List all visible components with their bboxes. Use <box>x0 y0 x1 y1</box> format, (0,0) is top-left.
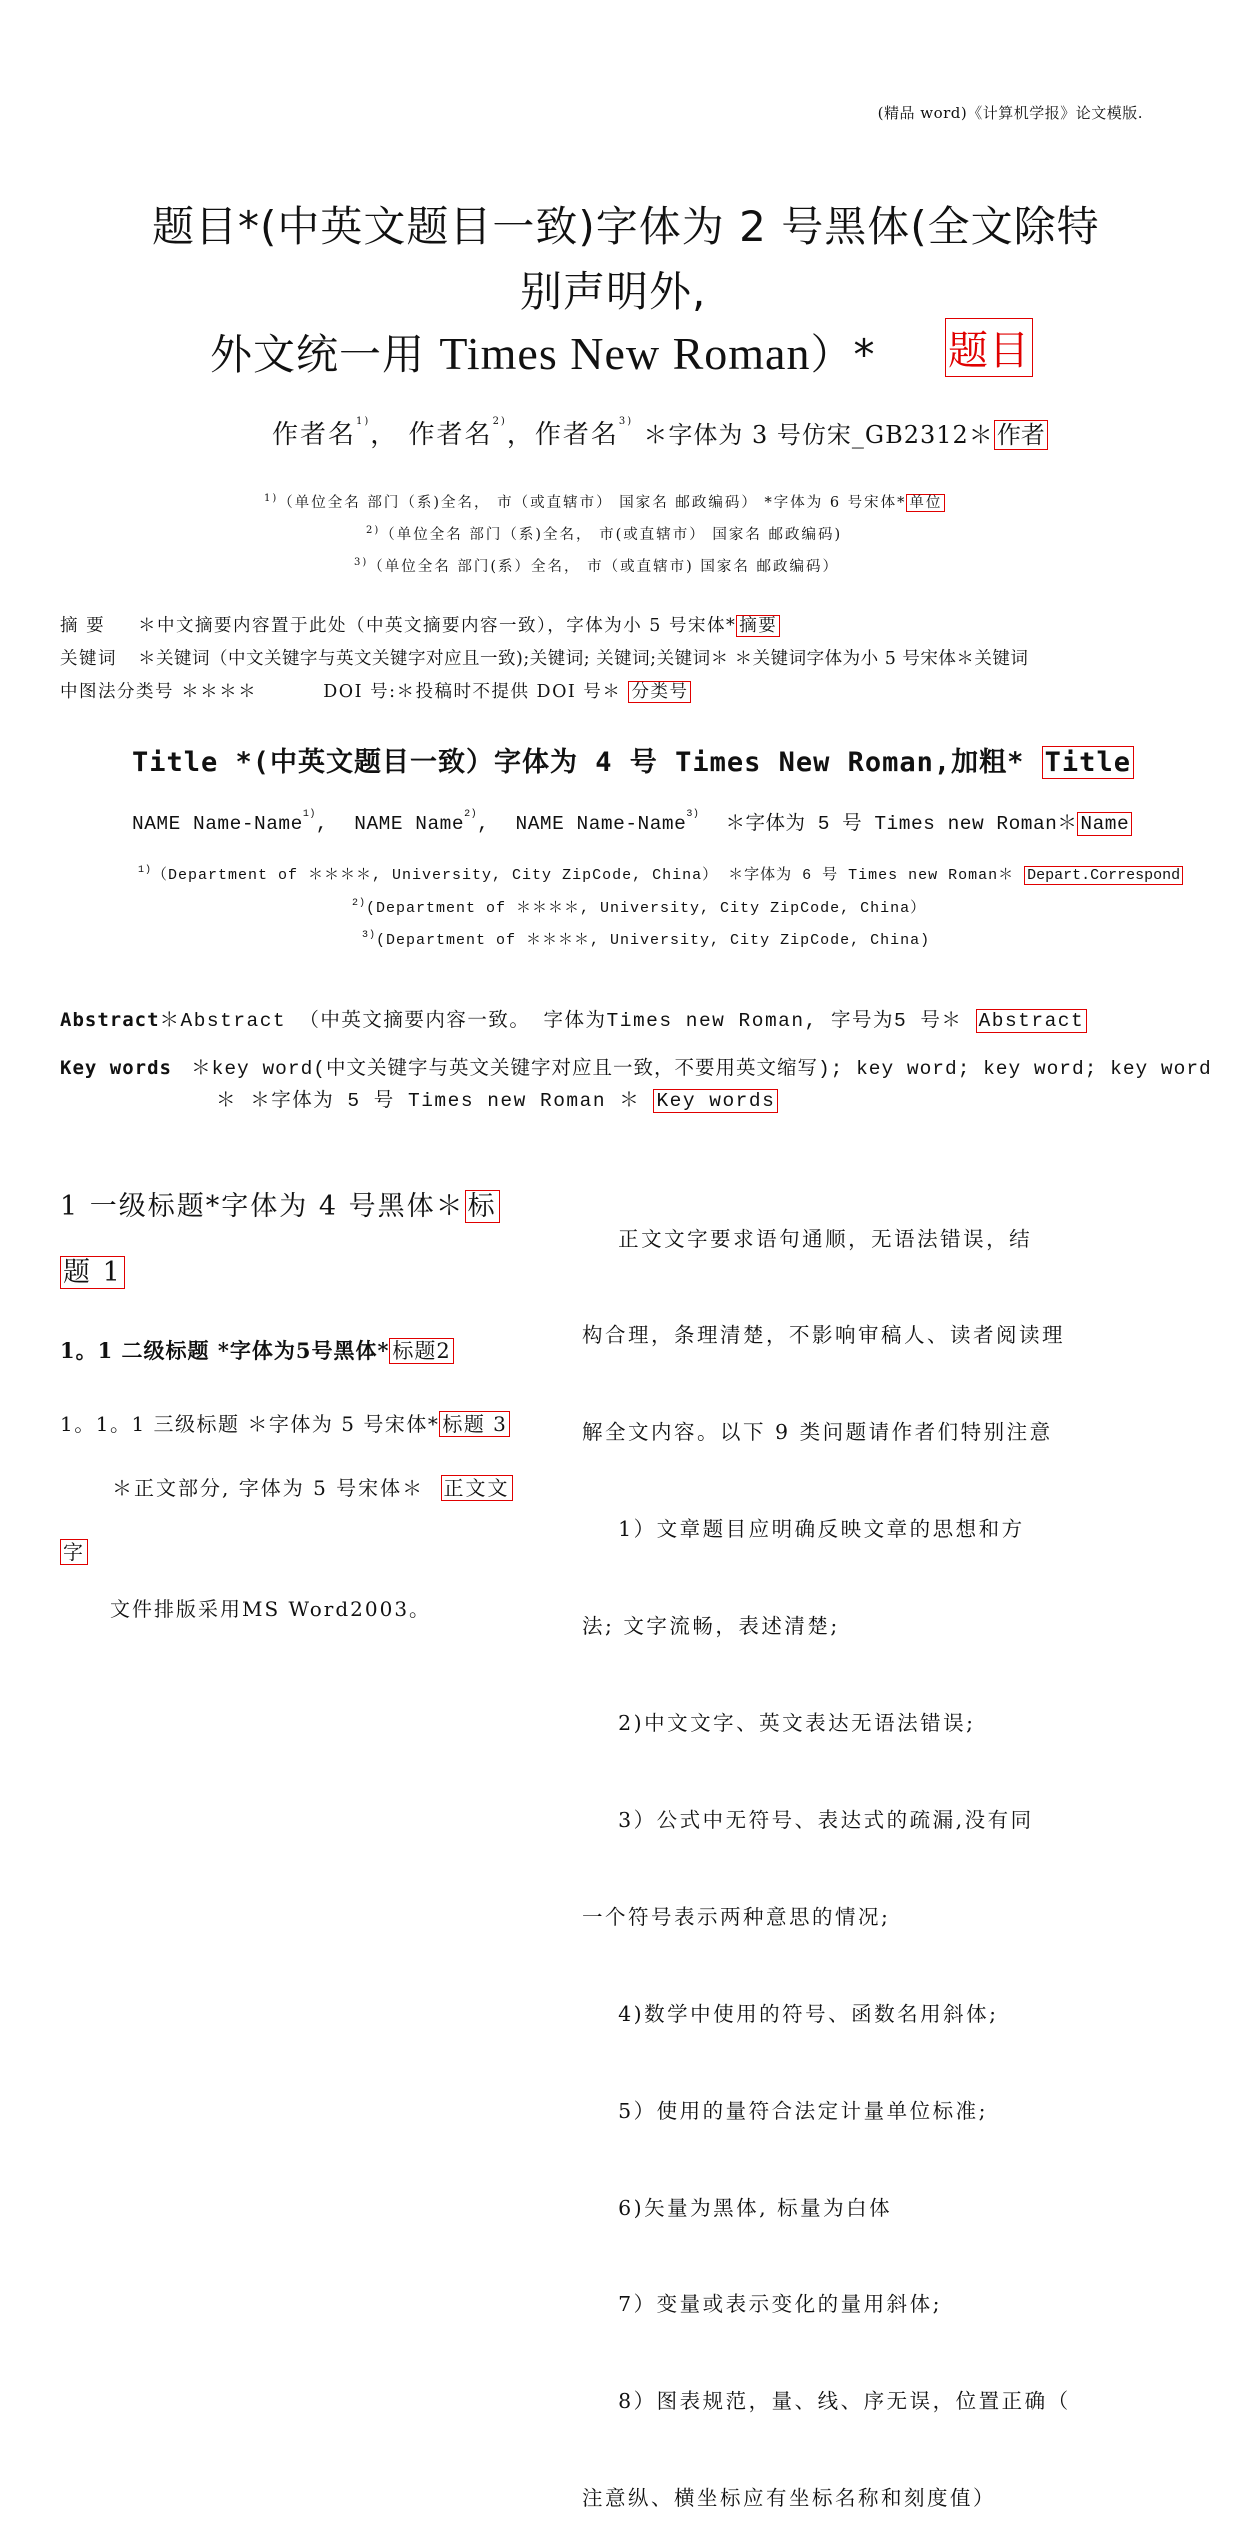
body-line: 4)数学中使用的符号、函数名用斜体; <box>582 2001 999 2026</box>
heading-1 <box>60 1184 500 1223</box>
body-font-note <box>112 1472 513 1501</box>
abstract-en-text: ＊Abstract （中英文摘要内容一致。 字体为Times new Roman, 字号为5 号＊ <box>159 1010 963 1032</box>
doi-note: DOI 号:＊投稿时不提供 DOI 号＊ <box>323 682 622 702</box>
en-author-1-sup: 1) <box>302 809 316 820</box>
classification <box>60 678 691 703</box>
title-line-3 <box>210 322 875 382</box>
title-line-2: 别声明外, <box>520 267 707 316</box>
english-title <box>132 740 1134 779</box>
english-title-tag: Title <box>1042 746 1134 779</box>
body-line: 正文文字要求语句通顺，无语法错误，结 <box>582 1226 1033 1251</box>
author-1-sup: 1) <box>356 416 371 427</box>
keywords-en-line-1 <box>60 1052 1212 1080</box>
keywords-cn-label: 关键词 <box>60 649 117 669</box>
body-line: 1）文章题目应明确反映文章的思想和方 <box>582 1517 1025 1542</box>
title-line-1: 题目*(中英文题目一致)字体为 2 号黑体(全文除特 <box>152 202 1100 251</box>
body-line: 构合理，条理清楚，不影响审稿人、读者阅读理 <box>582 1323 1065 1348</box>
en-affiliation-1-text: （Department of ＊＊＊＊, University, City ZipCode, China） ＊字体为 6 号 Times new Roman＊ <box>152 867 1015 884</box>
abstract-cn <box>60 612 780 637</box>
affiliation-tag: 单位 <box>906 494 945 512</box>
body-font-tag-b <box>60 1536 88 1565</box>
en-affiliation-2-sup: 2) <box>352 898 367 909</box>
abstract-cn-tag: 摘要 <box>736 615 780 637</box>
en-author-font-note: ＊字体为 5 号 Times new Roman＊ <box>725 813 1078 835</box>
keywords-cn <box>60 645 1028 670</box>
keywords-en-tag: Key words <box>653 1089 778 1113</box>
en-affiliation-tag: Depart.Correspond <box>1024 866 1183 885</box>
en-affiliation-2-text: (Department of ＊＊＊＊, University, City ZipCode, China） <box>366 900 927 917</box>
affiliation-1-sup: 1) <box>264 493 279 504</box>
body-font-note-text: ＊正文部分, 字体为 5 号宋体＊ <box>112 1476 425 1500</box>
author-sep-1: ， <box>370 420 409 450</box>
author-line <box>272 414 1048 451</box>
heading-1-tag-b-box: 题 1 <box>60 1256 125 1289</box>
classification-label: 中图法分类号 <box>60 682 174 702</box>
abstract-en <box>60 1004 1087 1032</box>
affiliation-1-text: （单位全名 部门（系)全名， 市（或直辖市） 国家名 邮政编码） *字体为 6 号宋体* <box>278 495 907 511</box>
heading-2 <box>60 1335 454 1365</box>
en-author-3: NAME Name-Name <box>515 813 687 835</box>
heading-3 <box>60 1408 510 1437</box>
author-3-sup: 3) <box>618 416 634 427</box>
body-line: 解全文内容。以下 9 类问题请作者们特别注意 <box>582 1420 1053 1445</box>
keywords-en-text-2: ＊ ＊字体为 5 号 Times new Roman ＊ <box>216 1090 641 1112</box>
author-sep-2: ， <box>506 420 535 450</box>
body-line: 5）使用的量符合法定计量单位标准; <box>582 2098 989 2123</box>
author-2: 作者名 <box>408 420 493 450</box>
en-affiliation-1 <box>138 863 1183 884</box>
en-affiliation-3-text: (Department of ＊＊＊＊, University, City ZipCode, China) <box>376 932 931 949</box>
affiliation-2 <box>366 523 842 544</box>
body-line: 8）图表规范，量、线、序无误，位置正确（ <box>582 2389 1071 2414</box>
affiliation-3-sup: 3) <box>354 557 369 568</box>
author-1: 作者名 <box>272 420 357 450</box>
typeset-note: 文件排版采用MS Word2003。 <box>110 1597 432 1621</box>
heading-1-tag-b <box>60 1250 125 1289</box>
classification-tag: 分类号 <box>628 681 691 703</box>
heading-3-tag: 标题 3 <box>439 1411 510 1437</box>
title-line-3-latin: Times New Roman <box>439 328 811 379</box>
heading-2-tag: 标题2 <box>389 1338 453 1364</box>
english-title-text: Title *(中英文题目一致）字体为 4 号 Times New Roman,加粗* <box>132 747 1025 778</box>
title-line-3-suffix: ）* <box>810 330 876 379</box>
body-line: 3）公式中无符号、表达式的疏漏,没有同 <box>582 1807 1034 1832</box>
en-author-sep-1: , <box>315 813 329 835</box>
heading-2-text: 1。1 二级标题 *字体为5号黑体* <box>60 1338 390 1363</box>
body-line: 注意纵、横坐标应有坐标名称和刻度值） <box>582 2486 996 2511</box>
title-line-3-prefix: 外文统一用 <box>210 330 440 379</box>
header-note: (精品 word)《计算机学报》论文模版. <box>877 104 1143 122</box>
affiliation-2-text: （单位全名 部门（系)全名， 市(或直辖市） 国家名 邮政编码) <box>380 527 843 543</box>
heading-1-tag-a: 标 <box>465 1190 500 1223</box>
body-line: 2)中文文字、英文表达无语法错误; <box>582 1711 976 1736</box>
english-authors <box>132 807 1132 835</box>
en-author-sep-2: , <box>477 813 490 835</box>
body-font-tag-a: 正文文 <box>441 1475 513 1501</box>
keywords-en-text-1: ＊key word(中文关键字与英文关键字对应且一致，不要用英文缩写); key word; key word; key word <box>191 1058 1212 1080</box>
heading-1-text: 1 一级标题*字体为 4 号黑体＊ <box>60 1191 465 1222</box>
abstract-en-tag: Abstract <box>976 1009 1088 1033</box>
affiliation-2-sup: 2) <box>366 525 381 536</box>
classification-value: ＊＊＊＊ <box>181 682 258 702</box>
author-2-sup: 2) <box>492 416 507 427</box>
en-author-tag: Name <box>1077 812 1132 836</box>
body-text-column <box>582 1158 1071 2547</box>
author-3: 作者名 <box>534 420 619 450</box>
en-affiliation-3 <box>362 928 930 949</box>
abstract-cn-label: 摘 要 <box>60 616 106 636</box>
keywords-en-label: Key words <box>60 1057 172 1079</box>
en-author-2: NAME Name <box>354 813 465 835</box>
affiliation-3 <box>354 555 839 576</box>
body-line: 一个符号表示两种意思的情况; <box>582 1904 891 1929</box>
en-affiliation-3-sup: 3) <box>362 930 377 941</box>
abstract-cn-text: ＊中文摘要内容置于此处（中英文摘要内容一致），字体为小 5 号宋体* <box>138 616 737 636</box>
abstract-en-label: Abstract <box>60 1009 160 1031</box>
author-tag: 作者 <box>994 420 1048 450</box>
keywords-en-line-2 <box>216 1084 778 1112</box>
en-author-2-sup: 2) <box>464 809 478 820</box>
en-affiliation-1-sup: 1) <box>138 865 153 876</box>
en-affiliation-2 <box>352 896 926 917</box>
en-author-1: NAME Name-Name <box>132 813 303 835</box>
heading-3-text: 1。1。1 三级标题 ＊字体为 5 号宋体* <box>60 1412 440 1436</box>
body-line: 6)矢量为黑体, 标量为白体 <box>582 2195 893 2220</box>
title-tag: 题目 <box>945 318 1033 377</box>
en-author-3-sup: 3) <box>686 809 700 820</box>
body-line: 7）变量或表示变化的量用斜体; <box>582 2292 943 2317</box>
body-font-tag-b-box: 字 <box>60 1539 88 1565</box>
body-line: 法; 文字流畅，表述清楚; <box>582 1614 840 1639</box>
keywords-cn-text: ＊关键词（中文关键字与英文关键字对应且一致);关键词; 关键词;关键词＊ ＊关键词字体为小 5 号宋体＊关键词 <box>138 649 1029 669</box>
affiliation-1 <box>264 491 945 512</box>
author-font-note: ＊字体为 3 号仿宋_GB2312＊ <box>643 421 994 449</box>
affiliation-3-text: （单位全名 部门(系）全名， 市（或直辖市) 国家名 邮政编码） <box>368 559 840 575</box>
